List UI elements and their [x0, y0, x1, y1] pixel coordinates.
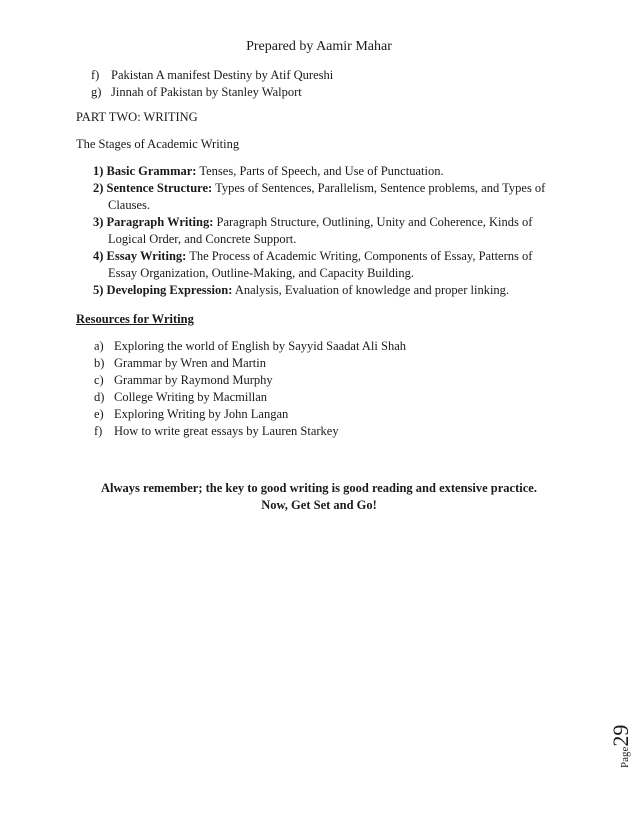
stage-item: [93, 215, 532, 230]
stage-item: [93, 249, 532, 264]
resource-item: [94, 424, 339, 439]
resource-item: [94, 390, 267, 405]
resource-text: How to write great essays by Lauren Starkey: [114, 424, 339, 438]
resource-item: [94, 407, 288, 422]
resource-text: Exploring the world of English by Sayyid Saadat Ali Shah: [114, 339, 406, 353]
stage-description-continued: Essay Organization, Outline-Making, and Capacity Building.: [108, 266, 414, 280]
resource-text: Grammar by Wren and Martin: [114, 356, 266, 370]
stage-description-continued: Clauses.: [108, 198, 151, 212]
stage-title: Sentence Structure:: [106, 181, 213, 195]
resource-text: Exploring Writing by John Langan: [114, 407, 289, 421]
stage-description: Tenses, Parts of Speech, and Use of Punctuation.: [199, 164, 444, 178]
stage-item: [93, 181, 545, 196]
stage-marker: 3): [93, 215, 104, 229]
stage-description: Types of Sentences, Parallelism, Sentence problems, and Types of: [215, 181, 546, 195]
resources-heading: Resources for Writing: [76, 312, 194, 326]
stage-item: [93, 164, 444, 179]
list-marker: f): [94, 424, 103, 438]
page-number: [608, 725, 634, 768]
resource-text: College Writing by Macmillan: [114, 390, 268, 404]
resource-item: [94, 339, 406, 354]
page-number-word: Page: [619, 746, 631, 768]
stage-description: Analysis, Evaluation of knowledge and proper linking.: [234, 283, 510, 297]
list-marker: g): [91, 85, 102, 99]
page-number-value: 29: [608, 724, 633, 747]
stage-marker: 5): [93, 283, 104, 297]
section-heading: PART TWO: WRITING: [76, 110, 198, 124]
list-item: [91, 68, 333, 83]
list-marker: c): [94, 373, 104, 387]
stage-item: [93, 283, 509, 298]
page-header: Prepared by Aamir Mahar: [246, 39, 392, 54]
stage-description: The Process of Academic Writing, Components of Essay, Patterns of: [189, 249, 533, 263]
stage-marker: 4): [93, 249, 104, 263]
list-marker: f): [91, 68, 100, 82]
section-subheading: The Stages of Academic Writing: [76, 137, 240, 151]
stage-description: Paragraph Structure, Outlining, Unity and Coherence, Kinds of: [216, 215, 533, 229]
stage-title: Basic Grammar:: [106, 164, 197, 178]
stage-title: Essay Writing:: [106, 249, 187, 263]
stage-marker: 1): [93, 164, 104, 178]
list-item: [91, 85, 302, 100]
closing-line: Always remember; the key to good writing is good reading and extensive practice.: [101, 481, 537, 495]
stage-description-continued: Logical Order, and Concrete Support.: [108, 232, 297, 246]
stage-title: Paragraph Writing:: [106, 215, 214, 229]
list-item-text: Jinnah of Pakistan by Stanley Walport: [111, 85, 302, 99]
list-item-text: Pakistan A manifest Destiny by Atif Qureshi: [111, 68, 334, 82]
closing-line: Now, Get Set and Go!: [261, 498, 377, 512]
resource-item: [94, 356, 266, 371]
list-marker: b): [94, 356, 105, 370]
list-marker: a): [94, 339, 104, 353]
resource-text: Grammar by Raymond Murphy: [114, 373, 273, 387]
stage-marker: 2): [93, 181, 104, 195]
resource-item: [94, 373, 273, 388]
stage-title: Developing Expression:: [106, 283, 233, 297]
list-marker: e): [94, 407, 104, 421]
list-marker: d): [94, 390, 105, 404]
